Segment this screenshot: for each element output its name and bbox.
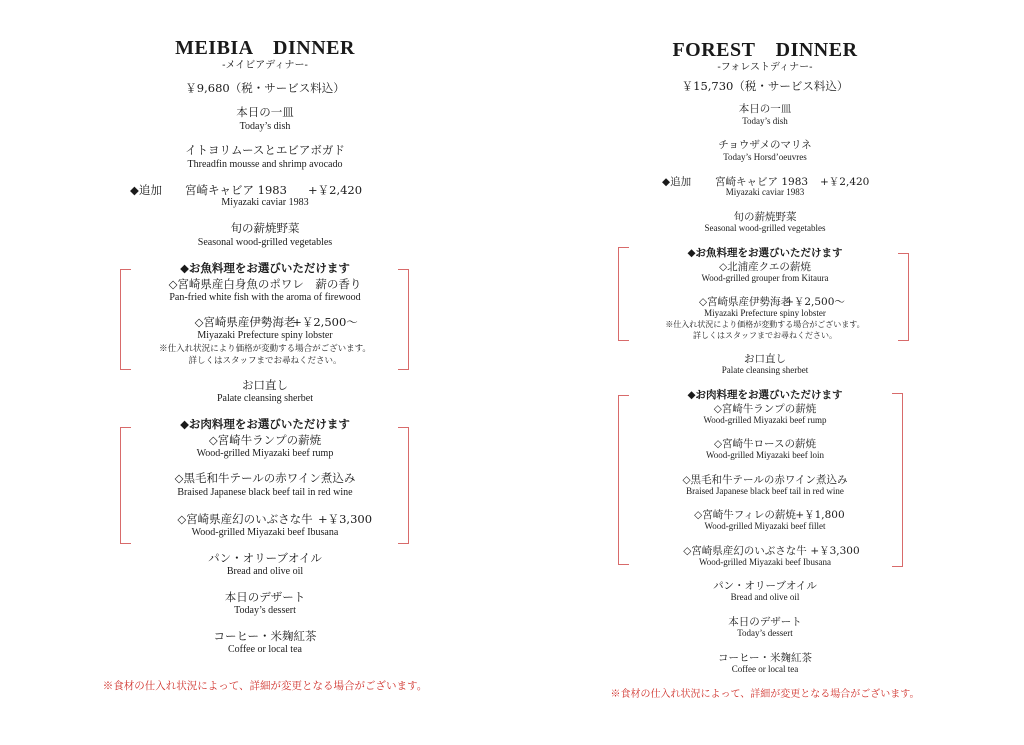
- meat-option-jp: ◇宮崎牛フィレの薪焼: [694, 509, 796, 521]
- menu-subtitle: -メイビアディナー-: [222, 60, 308, 71]
- course-jp: コーヒー・米麹紅茶: [717, 652, 813, 664]
- fish-option-en: Miyazaki Prefecture spiny lobster: [704, 308, 826, 318]
- meat-option-jp: ◇黒毛和牛テールの赤ワイン煮込み: [174, 471, 356, 485]
- fish-note: 詳しくはスタッフまでお尋ねください。: [188, 356, 342, 366]
- meat-option-price: +￥3,300: [317, 512, 373, 526]
- footnote: ※食材の仕入れ状況によって、詳細が変更となる場合がございます。: [610, 689, 920, 700]
- meat-heading: ◆お肉料理をお選びいただけます: [687, 389, 843, 401]
- course-jp: 旬の薪焼野菜: [733, 211, 797, 223]
- course-en: Bread and olive oil: [226, 566, 304, 577]
- fish-option-jp: ◇宮崎県産白身魚のポワレ 薪の香り: [168, 277, 362, 291]
- course-en: Bread and olive oil: [730, 592, 800, 602]
- fish-option-price: +￥2,500～: [292, 315, 358, 329]
- course-jp: 本日の一皿: [236, 105, 294, 119]
- fish-heading: ◆お魚料理をお選びいただけます: [687, 247, 843, 259]
- addon-price: +￥2,420: [308, 183, 363, 197]
- fish-option-jp: ◇宮崎県産伊勢海老: [194, 315, 296, 329]
- addon-en: Miyazaki caviar 1983: [221, 197, 309, 208]
- fish-heading: ◆お魚料理をお選びいただけます: [180, 261, 350, 275]
- fish-note: ※仕入れ状況により価格が変動する場合がございます。: [665, 320, 865, 329]
- addon-price: +￥2,420: [820, 176, 870, 188]
- menu-price: ￥9,680（税・サービス料込）: [185, 81, 345, 95]
- meat-option-price: +￥1,800: [795, 509, 845, 521]
- meat-option-price: +￥3,300: [810, 545, 860, 557]
- fish-bracket-right: [898, 253, 909, 341]
- meat-bracket-right: [398, 427, 409, 544]
- menu-subtitle: -フォレストディナー-: [717, 62, 813, 73]
- addon-jp: 宮崎キャビア 1983: [185, 183, 287, 197]
- course-en: Palate cleansing sherbet: [216, 393, 314, 404]
- course-en: Coffee or local tea: [228, 644, 302, 655]
- fish-bracket-left: [618, 247, 629, 341]
- course-en: Palate cleansing sherbet: [721, 365, 809, 375]
- fish-option-jp: ◇北浦産クエの薪焼: [719, 261, 811, 273]
- course-jp: 旬の薪焼野菜: [230, 221, 300, 235]
- course-en: Seasonal wood-grilled vegetables: [704, 223, 826, 233]
- course-en: Seasonal wood-grilled vegetables: [197, 237, 333, 248]
- fish-note: 詳しくはスタッフまでお尋ねください。: [693, 331, 837, 340]
- course-en: Today’s dish: [742, 116, 788, 126]
- meat-option-en: Wood-grilled Miyazaki beef fillet: [704, 521, 826, 531]
- course-en: Today’s Horsd’oeuvres: [723, 152, 807, 162]
- meat-heading: ◆お肉料理をお選びいただけます: [180, 417, 350, 431]
- footnote: ※食材の仕入れ状況によって、詳細が変更となる場合がございます。: [102, 680, 428, 692]
- menu-price: ￥15,730（税・サービス料込）: [681, 79, 849, 93]
- fish-option-en: Miyazaki Prefecture spiny lobster: [197, 330, 333, 341]
- meat-option-jp: ◇宮崎県産幻のいぶさな牛: [683, 545, 807, 557]
- fish-option-jp: ◇宮崎県産伊勢海老: [698, 296, 792, 308]
- fish-option-price: +￥2,500～: [785, 296, 845, 308]
- course-en: Coffee or local tea: [731, 664, 799, 674]
- meat-bracket-left: [120, 427, 131, 544]
- course-jp: お口直し: [242, 378, 288, 392]
- menu-title: FOREST DINNER: [672, 39, 858, 61]
- meat-option-en: Braised Japanese black beef tail in red wine: [177, 487, 353, 498]
- meat-option-jp: ◇宮崎牛ロースの薪焼: [713, 438, 817, 450]
- course-jp: 本日の一皿: [738, 103, 792, 115]
- course-jp: コーヒー・米麹紅茶: [213, 629, 317, 643]
- course-en: Today’s dessert: [737, 628, 793, 638]
- meat-option-en: Wood-grilled Miyazaki beef Ibusana: [191, 527, 339, 538]
- course-jp: 本日のデザート: [224, 590, 306, 604]
- fish-note: ※仕入れ状況により価格が変動する場合がございます。: [159, 344, 371, 354]
- meat-option-en: Wood-grilled Miyazaki beef Ibusana: [699, 557, 831, 567]
- meat-option-en: Wood-grilled Miyazaki beef loin: [706, 450, 824, 460]
- meat-option-jp: ◇宮崎牛ランプの薪焼: [713, 403, 817, 415]
- addon-en: Miyazaki caviar 1983: [725, 187, 805, 197]
- menu-title: MEIBIA DINNER: [175, 37, 355, 59]
- meat-option-en: Wood-grilled Miyazaki beef rump: [703, 415, 827, 425]
- meat-option-en: Braised Japanese black beef tail in red wine: [686, 486, 844, 496]
- meat-option-en: Wood-grilled Miyazaki beef rump: [196, 448, 334, 459]
- course-jp: 本日のデザート: [728, 616, 802, 628]
- meat-option-jp: ◇宮崎県産幻のいぶさな牛: [177, 512, 313, 526]
- addon-mark: ◆追加: [130, 183, 162, 197]
- meat-bracket-left: [618, 395, 629, 565]
- fish-bracket-left: [120, 269, 131, 370]
- course-jp: パン・オリーブオイル: [208, 551, 322, 565]
- course-jp: お口直し: [744, 353, 786, 365]
- fish-bracket-right: [398, 269, 409, 370]
- meat-bracket-right: [892, 393, 903, 567]
- meat-option-jp: ◇黒毛和牛テールの赤ワイン煮込み: [682, 474, 848, 486]
- course-en: Today’s dessert: [234, 605, 296, 616]
- course-jp: パン・オリーブオイル: [713, 580, 817, 592]
- course-jp: チョウザメのマリネ: [718, 139, 812, 151]
- course-en: Today’s dish: [239, 121, 291, 132]
- meat-option-jp: ◇宮崎牛ランプの薪焼: [208, 433, 322, 447]
- fish-option-en: Wood-grilled grouper from Kitaura: [701, 273, 829, 283]
- course-jp: イトヨリムースとエビアボガド: [185, 143, 345, 157]
- addon-jp: 宮崎キャビア 1983: [715, 176, 809, 188]
- addon-mark: ◆追加: [662, 176, 692, 188]
- fish-option-en: Pan-fried white fish with the aroma of firewood: [169, 292, 361, 303]
- course-en: Threadfin mousse and shrimp avocado: [187, 159, 343, 170]
